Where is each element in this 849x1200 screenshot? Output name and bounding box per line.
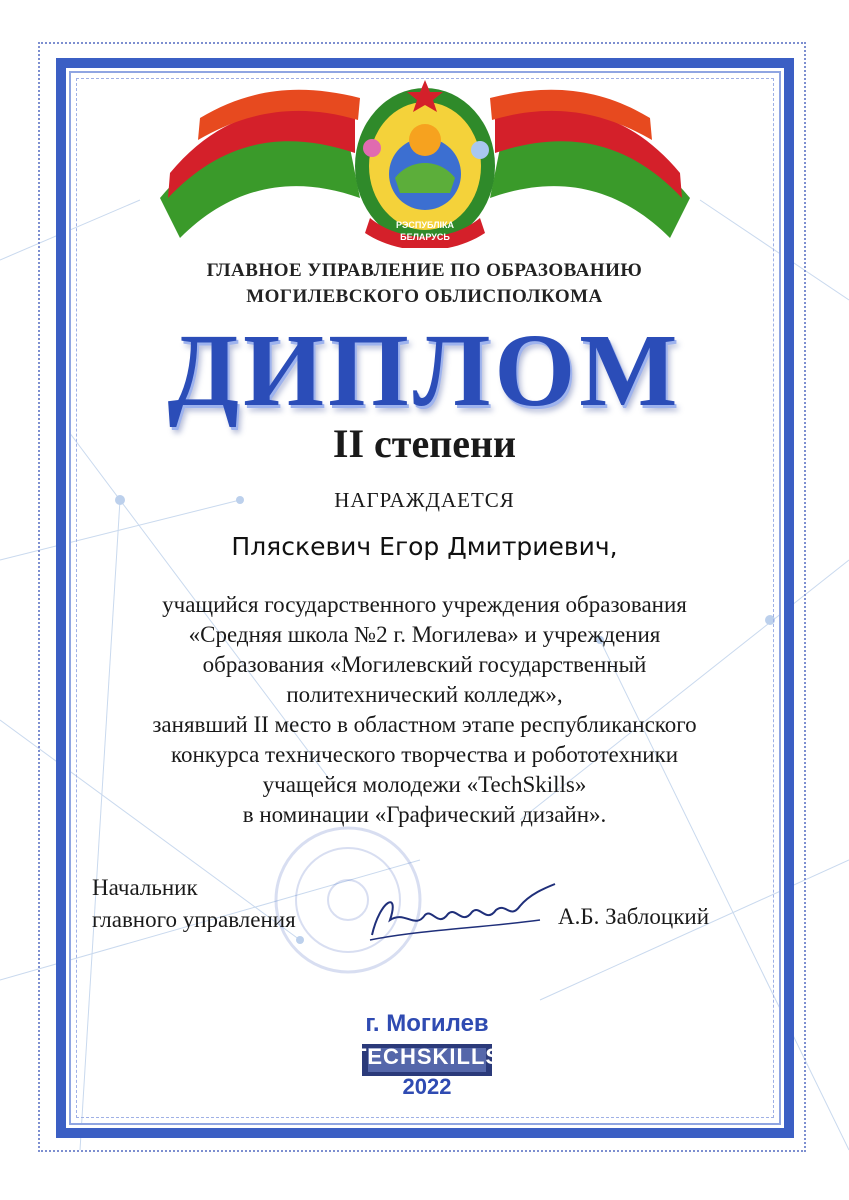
- emblem-ribbon-text-2: БЕЛАРУСЬ: [400, 232, 450, 242]
- recipient-name: Пляскевич Егор Дмитриевич,: [231, 532, 618, 561]
- position-line-1: Начальник: [92, 875, 198, 900]
- signer-position: [92, 872, 296, 936]
- event-city: г. Могилев: [365, 1010, 489, 1037]
- belarus-coat-of-arms-icon: [150, 78, 700, 248]
- description-line: в номинации «Графический дизайн».: [242, 802, 607, 827]
- organization-line-1: ГЛАВНОЕ УПРАВЛЕНИЕ ПО ОБРАЗОВАНИЮ: [206, 260, 643, 281]
- event-logo-word: TECHSKILLS: [352, 1044, 502, 1069]
- description-line: занявший II место в областном этапе республиканского: [152, 712, 697, 737]
- position-line-2: главного управления: [92, 907, 296, 932]
- description-line: образования «Могилевский государственный: [202, 652, 647, 677]
- event-year: 2022: [402, 1074, 452, 1099]
- signer-name: А.Б. Заблоцкий: [558, 904, 710, 929]
- description-line: учащийся государственного учреждения образования: [162, 592, 687, 617]
- description-line: конкурса технического творчества и робототехники: [170, 742, 679, 767]
- diploma-degree: II степени: [332, 421, 517, 466]
- description-line: учащейся молодежи «TechSkills»: [262, 772, 587, 797]
- organization-line-2: МОГИЛЕВСКОГО ОБЛИСПОЛКОМА: [246, 286, 603, 307]
- award-description: [40, 590, 809, 830]
- diploma-title: ДИПЛОМ: [167, 313, 682, 428]
- handwritten-signature-icon: [360, 880, 560, 950]
- description-line: политехнический колледж»,: [286, 682, 563, 707]
- description-line: «Средняя школа №2 г. Могилева» и учреждения: [188, 622, 661, 647]
- awarded-label: НАГРАЖДАЕТСЯ: [334, 488, 515, 512]
- emblem-ribbon-text-1: РЭСПУБЛІКА: [395, 220, 455, 230]
